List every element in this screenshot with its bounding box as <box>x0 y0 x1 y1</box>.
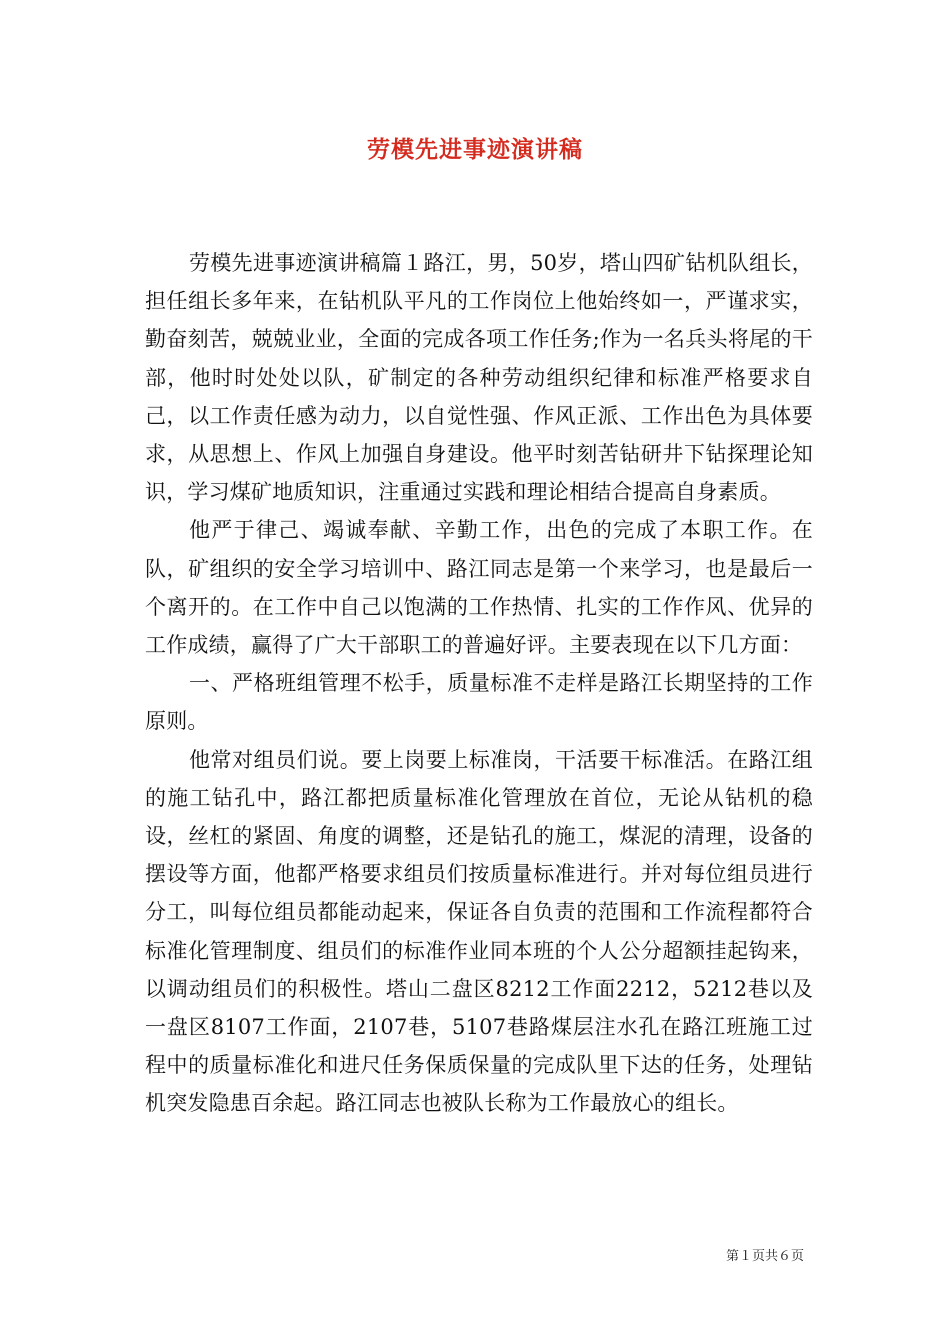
paragraph: 他严于律己、竭诚奉献、辛勤工作，出色的完成了本职工作。在队，矿组织的安全学习培训中、路江同志是第一个来学习，也是最后一个离开的。在工作中自己以饱满的工作热情、扎实的工作作风、优异的工作成绩，赢得了广大干部职工的普遍好评。主要表现在以下几方面： <box>145 518 813 658</box>
document-title: 劳模先进事迹演讲稿 <box>367 136 583 163</box>
paragraph: 一、严格班组管理不松手，质量标准不走样是路江长期坚持的工作原则。 <box>145 671 813 734</box>
paragraph: 劳模先进事迹演讲稿篇１路江，男，50岁，塔山四矿钻机队组长，担任组长多年来，在钻机队平凡的工作岗位上他始终如一，严谨求实，勤奋刻苦，兢兢业业，全面的完成各项工作任务;作为一名兵头将尾的干部，他时时处处以队，矿制定的各种劳动组织纪律和标准严格要求自己，以工作责任感为动力，以自觉性强、作风正派、工作出色为具体要求，从思想上、作风上加强自身建设。他平时刻苦钻研井下钻探理论知识，学习煤矿地质知识，注重通过实践和理论相结合提高自身素质。 <box>145 251 813 505</box>
paragraph: 他常对组员们说。要上岗要上标准岗，干活要干标准活。在路江组的施工钻孔中，路江都把质量标准化管理放在首位，无论从钻机的稳设，丝杠的紧固、角度的调整，还是钻孔的施工，煤泥的清理，设备的摆设等方面，他都严格要求组员们按质量标准进行。并对每位组员进行分工，叫每位组员都能动起来，保证各自负责的范围和工作流程都符合标准化管理制度、组员们的标准作业同本班的个人公分超额挂起钩来，以调动组员们的积极性。塔山二盘区8212工作面2212，5212巷以及一盘区8107工作面，2107巷，5107巷路煤层注水孔在路江班施工过程中的质量标准化和进尺任务保质保量的完成队里下达的任务，处理钻机突发隐患百余起。路江同志也被队长称为工作最放心的组长。 <box>145 747 813 1116</box>
document-body <box>145 244 813 1123</box>
page-footer: 第１页共６页 <box>725 1249 804 1264</box>
